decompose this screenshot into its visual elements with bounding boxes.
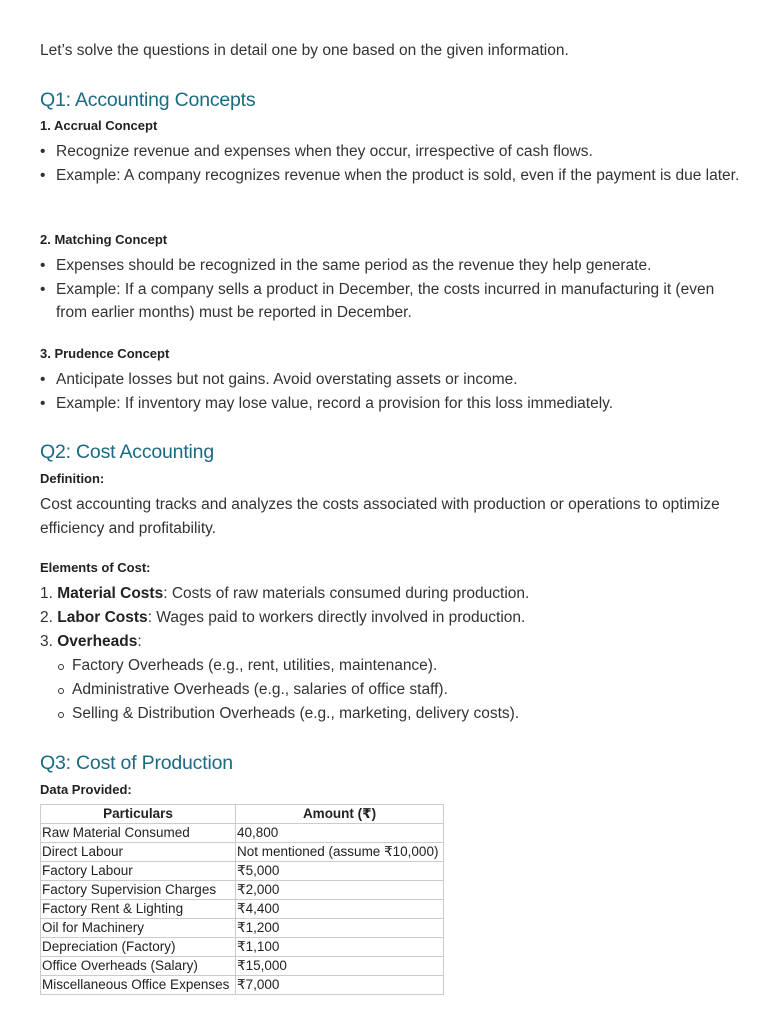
element-name: Material Costs xyxy=(57,585,164,602)
table-row xyxy=(41,843,444,862)
particulars-cell: Office Overheads (Salary) xyxy=(41,957,236,976)
amount-cell: ₹5,000 xyxy=(236,862,444,881)
column-header: Amount (₹) xyxy=(236,805,444,824)
table-row xyxy=(41,957,444,976)
prudence-concept-title: 3. Prudence Concept xyxy=(40,346,170,361)
list-item: Administrative Overheads (e.g., salaries of office staff). xyxy=(56,678,740,702)
particulars-cell: Depreciation (Factory) xyxy=(41,938,236,957)
table-row xyxy=(41,976,444,995)
list-item: • Example: If inventory may lose value, record a provision for this loss immediately. xyxy=(40,392,740,416)
cost-data-table xyxy=(40,804,444,995)
table-row xyxy=(41,862,444,881)
list-item: 3. Overheads: Factory Overheads (e.g., rent, utilities, maintenance). Administrative Overheads (e.g., salaries of office staff). Selling & Distribution Overheads (e.g., marketing, delivery costs). xyxy=(40,630,740,726)
q2-heading: Q2: Cost Accounting xyxy=(40,441,214,463)
table-row xyxy=(41,881,444,900)
particulars-cell: Miscellaneous Office Expenses xyxy=(41,976,236,995)
element-name: Overheads xyxy=(57,633,138,650)
prudence-concept-list xyxy=(40,368,740,415)
overheads-sublist xyxy=(40,654,740,726)
particulars-cell: Factory Labour xyxy=(41,862,236,881)
table-header-row xyxy=(41,805,444,824)
list-item: 1. Material Costs: Costs of raw materials consumed during production. xyxy=(40,585,530,602)
amount-cell: ₹15,000 xyxy=(236,957,444,976)
list-item: • Example: A company recognizes revenue when the product is sold, even if the payment is due later. xyxy=(40,164,740,188)
elements-of-cost-list xyxy=(40,582,740,726)
accrual-concept-title: 1. Accrual Concept xyxy=(40,118,158,133)
definition-label: Definition: xyxy=(40,471,105,486)
matching-concept-list xyxy=(40,254,740,325)
table-row xyxy=(41,900,444,919)
particulars-cell: Direct Labour xyxy=(41,843,236,862)
accrual-concept-list xyxy=(40,140,740,187)
q3-heading: Q3: Cost of Production xyxy=(40,752,233,774)
list-item: • Example: If a company sells a product in December, the costs incurred in manufacturing it (even from earlier months) must be reported in December. xyxy=(40,278,740,325)
amount-cell: ₹7,000 xyxy=(236,976,444,995)
amount-cell: ₹2,000 xyxy=(236,881,444,900)
list-item: Selling & Distribution Overheads (e.g., marketing, delivery costs). xyxy=(56,702,740,726)
list-item: • Anticipate losses but not gains. Avoid overstating assets or income. xyxy=(40,368,740,392)
amount-cell: Not mentioned (assume ₹10,000) xyxy=(236,843,444,862)
table-row xyxy=(41,938,444,957)
intro-text: Let’s solve the questions in detail one by one based on the given information. xyxy=(40,42,569,59)
data-provided-label: Data Provided: xyxy=(40,782,132,797)
elements-label: Elements of Cost: xyxy=(40,560,151,575)
amount-cell: ₹1,200 xyxy=(236,919,444,938)
list-item: • Expenses should be recognized in the same period as the revenue they help generate. xyxy=(40,254,740,278)
particulars-cell: Oil for Machinery xyxy=(41,919,236,938)
amount-cell: ₹4,400 xyxy=(236,900,444,919)
particulars-cell: Raw Material Consumed xyxy=(41,824,236,843)
table-row xyxy=(41,824,444,843)
matching-concept-title: 2. Matching Concept xyxy=(40,232,168,247)
particulars-cell: Factory Supervision Charges xyxy=(41,881,236,900)
column-header: Particulars xyxy=(41,805,236,824)
amount-cell: ₹1,100 xyxy=(236,938,444,957)
list-item: • Recognize revenue and expenses when they occur, irrespective of cash flows. xyxy=(40,140,740,164)
definition-text: Cost accounting tracks and analyzes the costs associated with production or operations to optimize efficiency and profitability. xyxy=(40,496,720,537)
particulars-cell: Factory Rent & Lighting xyxy=(41,900,236,919)
amount-cell: 40,800 xyxy=(236,824,444,843)
table-row xyxy=(41,919,444,938)
table-body xyxy=(41,824,444,995)
element-name: Labor Costs xyxy=(57,609,148,626)
q1-heading: Q1: Accounting Concepts xyxy=(40,89,256,111)
list-item: Factory Overheads (e.g., rent, utilities, maintenance). xyxy=(56,654,740,678)
list-item: 2. Labor Costs: Wages paid to workers directly involved in production. xyxy=(40,609,526,626)
